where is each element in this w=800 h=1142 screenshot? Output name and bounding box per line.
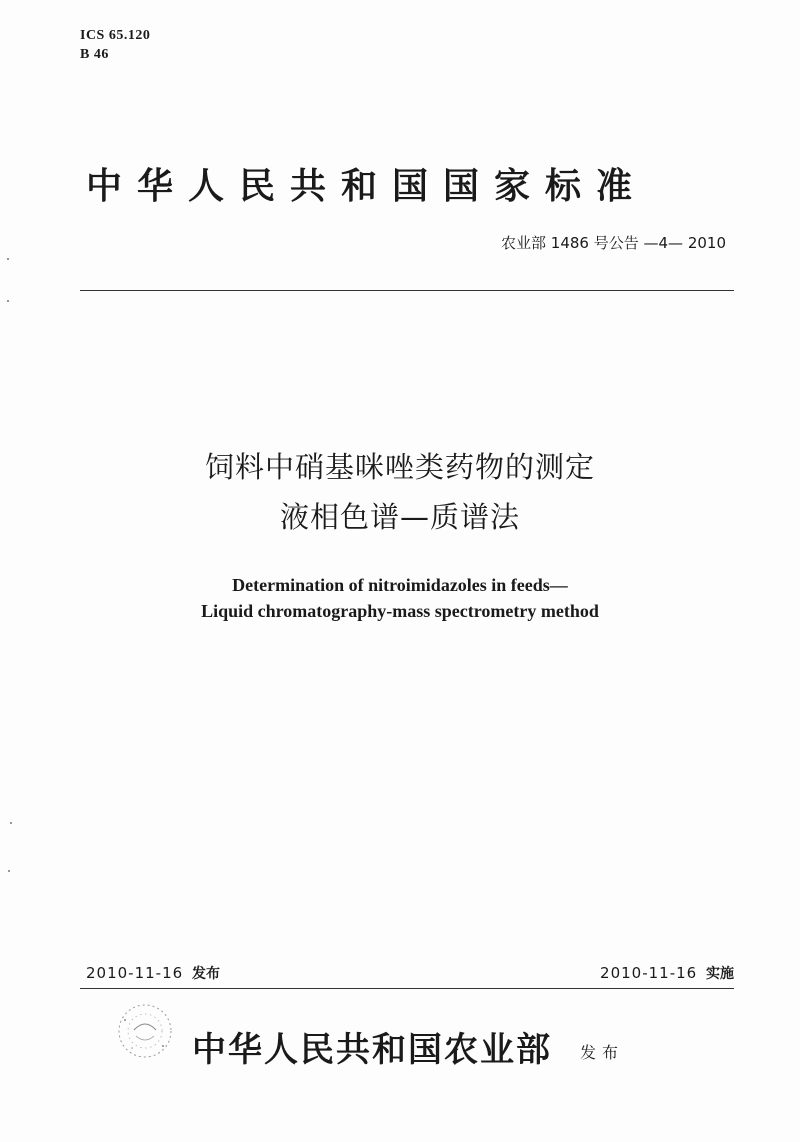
bottom-divider [80,988,734,989]
standard-number: 农业部 1486 号公告 —4— 2010 [501,234,726,252]
issue-label: 发布 [191,966,220,982]
issue-date-block [86,963,220,983]
scan-speck [8,870,10,872]
classification-codes [80,26,150,64]
ccs-code: B 46 [80,47,109,62]
chinese-title-line-2: 液相色谱—质谱法 [279,500,520,534]
scan-speck [7,258,9,260]
scan-speck [10,822,12,824]
publisher-name: 中华人民共和国农业部 [192,1030,552,1070]
publisher-suffix: 发布 [580,1043,625,1062]
standard-category-title: 中华人民共和国国家标准 [86,166,648,207]
top-divider [80,290,734,291]
chinese-title-line-1: 饲料中硝基咪唑类药物的测定 [204,450,595,484]
implement-date-block [600,963,734,983]
ics-code: ICS 65.120 [80,28,151,43]
scan-speck [7,300,9,302]
ministry-seal-icon [112,1000,178,1062]
english-title-line-2: Liquid chromatography-mass spectrometry method [201,601,599,621]
english-title-line-1: Determination of nitroimidazoles in feeds— [232,575,568,595]
issue-date: 2010-11-16 [86,964,184,982]
implement-date: 2010-11-16 [600,964,698,982]
implement-label: 实施 [706,966,734,982]
